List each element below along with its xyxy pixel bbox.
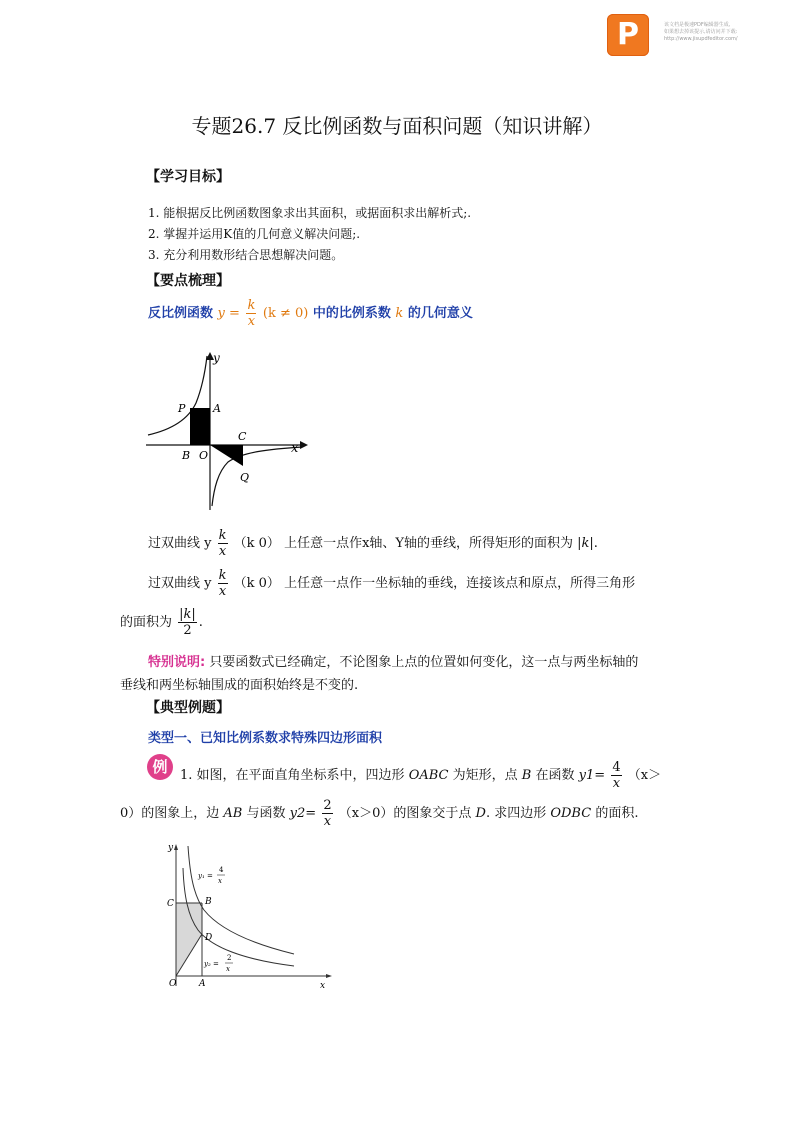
example1-cond2: （x＞0）的图象交于点 (338, 806, 472, 821)
example1-cond1: （x＞ (627, 768, 662, 783)
figure2-y2-label: y₂ = (204, 960, 219, 968)
example1-text-f: . 求四边形 (485, 806, 547, 821)
statement2-result-num: |k| (179, 607, 196, 622)
example1-line2 (120, 798, 638, 829)
statement-rectangle-area (148, 528, 598, 559)
example1-y1-fraction (611, 760, 621, 791)
figure2-curve-y1 (188, 846, 294, 954)
figure2-label-d: D (205, 933, 213, 943)
key-point-formula-y: y = (217, 306, 240, 321)
key-point-condition: (k ≠ 0) (262, 306, 309, 321)
goal-item-2: 2. 掌握并运用K值的几何意义解决问题;. (148, 227, 361, 241)
example1-d: D (475, 806, 486, 821)
figure2-label-b: B (205, 897, 212, 907)
example1-oabc: OABC (408, 768, 449, 783)
example1-text-g: 的面积. (595, 806, 639, 821)
figure2-x-arrow (326, 974, 332, 978)
statement1-prefix: 过双曲线 y (148, 536, 212, 551)
hyperbola-area-figure (140, 348, 320, 516)
page-title: 专题26.7 反比例函数与面积问题（知识讲解） (191, 114, 603, 138)
example1-text-a: 如图，在平面直角坐标系中，四边形 (196, 768, 405, 783)
example1-y2-fraction (322, 798, 332, 829)
statement2-frac-den: x (218, 584, 227, 599)
statement1-end: . (593, 536, 598, 551)
statement-triangle-area (148, 568, 635, 599)
key-point-suffix: 的几何意义 (407, 306, 473, 321)
example1-y2-num: 2 (323, 798, 332, 813)
figure2-y1-label: y₁ = (198, 872, 213, 880)
figure1-label-q: Q (240, 471, 250, 484)
example1-text-d: 0）的图象上，边 (120, 806, 220, 821)
key-point-middle: 中的比例系数 (312, 306, 391, 321)
figure2-label-o: O (169, 979, 177, 989)
figure1-label-y: y (213, 351, 220, 365)
example1-y2: y2= (289, 806, 317, 821)
key-point-frac-num: k (247, 298, 256, 313)
watermark-line-2: 如果想去掉该提示,请访问并下载: (664, 29, 738, 35)
type1-heading: 类型一、已知比例系数求特殊四边形面积 (148, 731, 383, 746)
key-point-statement (148, 298, 473, 329)
logo-letter: P (617, 17, 639, 52)
statement2-prefix: 过双曲线 y (148, 576, 212, 591)
figure2-y2-den: x (226, 965, 230, 973)
key-point-frac-den: x (247, 314, 256, 329)
figure2-y-arrow (174, 844, 178, 850)
figure1-x-arrow (300, 441, 308, 449)
watermark-line-1: 该文档是极速PDF编辑器生成, (664, 22, 731, 28)
watermark-text (664, 22, 794, 43)
special-note-label: 特别说明: (148, 655, 206, 670)
statement1-body: 上任意一点作x轴、Y轴的垂线，所得矩形的面积为 (284, 536, 573, 551)
figure1-branch-lower-right (212, 447, 302, 506)
example1-figure (158, 836, 338, 992)
figure2-y1-den: x (218, 877, 222, 885)
example1-ab: AB (223, 806, 243, 821)
watermark-line-3: http://www.jisupdfeditor.com/ (664, 36, 738, 42)
statement2-frac-num: k (218, 568, 227, 583)
statement1-frac-num: k (218, 528, 227, 543)
figure2-label-y: y (168, 843, 174, 853)
statement1-result: |k| (577, 536, 594, 551)
key-points-heading: 【要点梳理】 (146, 273, 230, 289)
goal-item-1: 1. 能根据反比例函数图象求出其面积，或据面积求出解析式;. (148, 206, 472, 220)
figure1-rectangle-pbo (190, 408, 210, 445)
example1-line1 (180, 760, 661, 791)
examples-heading: 【典型例题】 (146, 700, 230, 716)
figure1-label-a: A (213, 402, 221, 415)
figure2-y1-num: 4 (219, 866, 224, 874)
figure1-label-p: P (178, 402, 186, 415)
statement2-end: . (198, 615, 203, 630)
example1-y2-den: x (323, 814, 332, 829)
statement2-body: 上任意一点作一坐标轴的垂线，连接该点和原点，所得三角形 (284, 576, 636, 591)
special-note-text1: 只要函数式已经确定，不论图象上点的位置如何变化，这一点与两坐标轴的 (209, 655, 639, 670)
example1-y1: y1= (578, 768, 606, 783)
example1-text-e: 与函数 (246, 806, 286, 821)
example1-odbc: ODBC (550, 806, 592, 821)
figure1-label-x: x (291, 441, 299, 456)
statement2-fraction (218, 568, 228, 599)
figure1-label-c: C (238, 430, 247, 443)
goals-heading: 【学习目标】 (146, 169, 230, 185)
statement-triangle-area-line2 (120, 607, 203, 638)
figure1-label-o: O (199, 449, 209, 462)
statement2-result-fraction (178, 607, 197, 638)
figure2-label-a: A (199, 979, 206, 989)
statement2-line2: 的面积为 (120, 615, 173, 630)
figure2-label-c: C (167, 899, 174, 909)
special-note-line2: 垂线和两坐标轴围成的面积始终是不变的. (120, 678, 359, 693)
figure2-label-x: x (320, 981, 326, 991)
figure2-y2-num: 2 (227, 954, 232, 962)
statement1-frac-den: x (218, 544, 227, 559)
goal-item-3: 3. 充分利用数形结合思想解决问题。 (148, 248, 344, 262)
statement1-fraction (218, 528, 228, 559)
statement2-result-den: 2 (183, 623, 192, 638)
statement2-condition: （k 0） (233, 576, 280, 591)
key-point-prefix: 反比例函数 (148, 306, 214, 321)
example1-b: B (521, 768, 532, 783)
figure1-label-b: B (182, 449, 191, 462)
example1-text-b: 为矩形，点 (452, 768, 518, 783)
pdf-editor-logo (607, 14, 649, 56)
example1-y1-den: x (612, 776, 621, 791)
key-point-fraction (246, 298, 256, 329)
key-point-k: k (395, 306, 404, 321)
example-badge: 例 (147, 754, 173, 780)
special-note-line1 (148, 651, 638, 670)
example1-number: 1. (180, 768, 193, 783)
example1-text-c: 在函数 (535, 768, 575, 783)
example1-y1-num: 4 (612, 760, 621, 775)
statement1-condition: （k 0） (233, 536, 280, 551)
